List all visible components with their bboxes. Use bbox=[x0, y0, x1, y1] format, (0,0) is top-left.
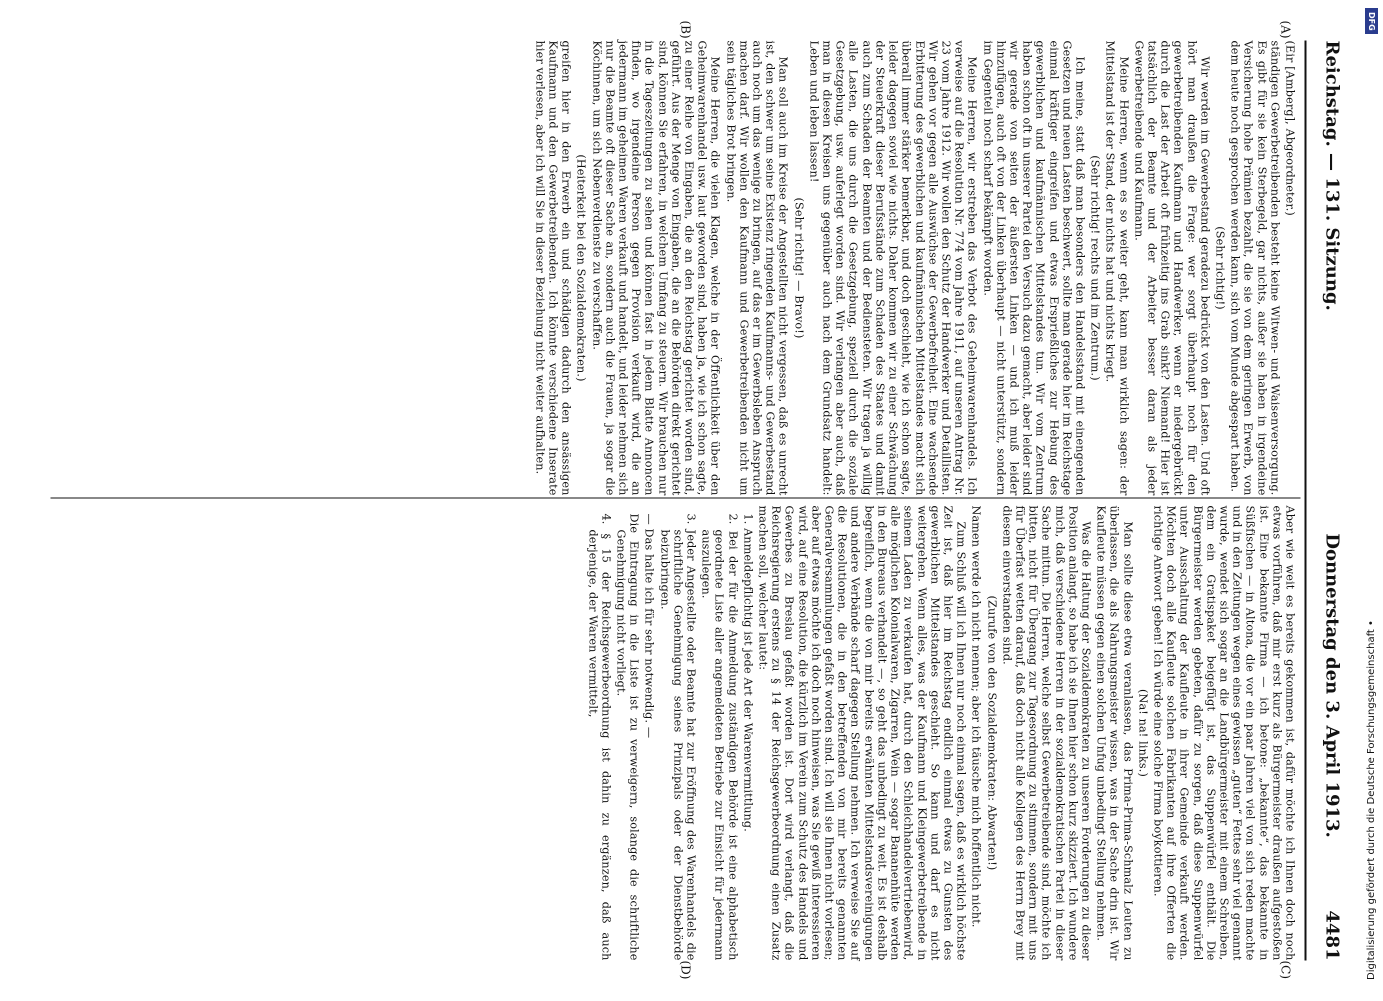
paragraph: greifen hier in den Erwerb ein und schädigen dadurch den ansässigen Kaufmann und den Gewerbetreibenden. Ich könnte verschiedene Inserate hier verlesen, aber ich will Sie in dieser Beziehung nicht weiter aufhalten. bbox=[533, 40, 573, 496]
numbered-list bbox=[586, 506, 754, 961]
interjection: (Heiterkeit bei den Sozialdemokraten.) bbox=[574, 154, 588, 382]
column-divider bbox=[51, 498, 1301, 499]
list-item: 1. Anmeldepflichtig ist jede Art der Warenvermittlung. bbox=[741, 513, 755, 832]
paragraph: Zum Schluß will ich Ihnen nur noch einmal sagen, daß es wirklich höchste Zeit ist, daß hier im Reichstag endlich einmal etwas zu Gunsten des gewerblichen Mittelstandes geschieht. So kann und darf es nicht weitergehen. Wenn alles, was der Kaufmann und Kleingewerbetreibende in seinem Laden zu verkaufen hat, durch den Schleichhandelvertriebenwird, alle möglichen Kolonialwaren, Zigarren, Wein — sogar Bananenhüte werden in den Bureaus verhandelt —, so geht das unbedingt zu weit. Es ist deshalb begreiflich, wenn die von mir bereits erwähnten Mittelstandsvereinigungen und andere Verbände scharf dagegen Stellung nehmen. Ich verweise Sie auf die Resolutionen, die in den betreffenden von mir bereits genannten Generalversammlungen gefaßt worden sind. Ich will sie Ihnen nicht vorlesen; aber auf etwas möchte ich doch noch hinweisen, was Sie gewiß interessieren wird, auf eine Resolution, die kürzlich im Verein zum Schutz des Handels und Gewerbes zu Breslau gefaßt worden ist. Dort wird verlangt, daß die Reichsregierung erstens zu § 14 der Reichsgewerbeordnung einen Zusatz machen soll, welcher lautet: bbox=[756, 505, 968, 961]
paragraph: Meine Herren, wenn es so weiter geht, kann man wirklich sagen: der Mittelstand ist der Stand, der nichts hat und nichts kriegt. bbox=[1103, 40, 1131, 496]
paragraph: Ich meine, statt daß man besonders den Handelsstand mit einengenden Gesetzen und neuen Lasten beschwert, sollte man gerade hier im Reichstage einmal kräftiger eingreifen und etwas Ersprießliches zur Hebung des gewerblichen und kaufmännischen Mittelstandes tun. Wir vom Zentrum haben schon oft in unserer Partei den Versuch dazu gemacht, aber leider sind wir gerade von seiten der äußersten Linken — und ich muß leider hinzufügen, auch oft von der Linken überhaupt — nicht unterstützt, sondern im Gegenteil noch scharf bekämpft worden. bbox=[981, 40, 1087, 496]
interjection: (Zurufe von den Sozialdemokraten: Abwarten!) bbox=[985, 595, 999, 871]
header-right-date bbox=[1322, 533, 1343, 960]
margin-marker-c: (C) bbox=[1278, 960, 1293, 980]
header-rule bbox=[1305, 41, 1307, 961]
document-page bbox=[0, 1, 1383, 1001]
dfg-logo: DFG bbox=[1365, 8, 1378, 34]
paragraph: Meine Herren, die vielen Klagen, welche in der Öffentlichkeit über den Geheimwarenhandel usw. laut geworden sind, haben ja, wie ich schon sagte, zu einer Reihe von Eingaben, die an den Reichstag gerichtet worden sind, geführt. Aus der Menge von Eingaben, die an die Behörden direkt gerichtet sind, können Sie erfahren, in welchem Umfang zu steuern. Wir brauchen nur in die Tageszeitungen zu sehen und können fast in jedem Blatte Annoncen finden, wo irgendeine Person gegen Provision verkauft wird, die an jedermann im geheimen Waren verkauft und handelt, und leider nehmen sich nur die Beamte oft dieser Sache an, sondern auch die Frauen, ja sogar die Köchinnen, um sich Nebenverdienste zu verschaffen. bbox=[590, 40, 722, 496]
paragraph: Aber wie weit es bereits gekommen ist, dafür möchte ich Ihnen doch noch etwas vorführen, daß mir erst kurz als Bürgermeister draußen aufgestoßen ist. Eine bekannte Firma — ich betone: „bekannte“, das bekannte in Süßfischen — in Altona, die vor ein paar Jahren viel von sich reden machte und in den Zeitungen wegen eines gewissen „guten“ Fettes sehr viel genannt wurde, wendet sich sogar an die Landbürgermeister mit einem Schreiben, dem ein Gratispaket beigefügt ist, das Suppenwürfel enthält. Die Bürgermeister werden gebeten, dafür zu sorgen, daß diese Suppenwürfel unter Ausschaltung der Kaufleute in ihrer Gemeinde verkauft werden. Möchten doch alle Kaufleute solchen Fabrikanten auf ihre Offerten die richtige Antwort geben! Ich würde eine solche Firma boykottieren. bbox=[1151, 505, 1297, 961]
paragraph: Meine Herren, wir erstreben das Verbot des Geheimwarenhandels. Ich verweise auf die Resolution Nr. 774 vom Jahre 1911, auf unseren Antrag Nr. 23 vom Jahre 1912. Wir wollen den Schutz der Handwerker und Detaillisten. Wir gehen vor gegen alle Auswüchse der Gewerbefreiheit. Eine wachsende Erbitterung des gewerblichen und kaufmännischen Mittelstandes macht sich überall immer stärker bemerkbar, und doch geschieht, wie ich schon sagte, leider dagegen soviel wie nichts. Daher kommen wir zu einer Schwächung der Steuerkraft dieser Berufsstände zum Schaden des Staates und damit auch zum Schaden der Beamten und der Bediensteten. Wir tragen ja willig alle Lasten, die uns durch die Gesetzgebung, speziell durch die soziale Gesetzgebung, usw. auferlegt worden sind. Wir verlangen aber auch, daß man in diesen Kreisen uns gegenüber auch nach dem Grundsatz handelt: Leben und leben lassen! bbox=[807, 40, 979, 496]
paragraph: — Das halte ich für sehr notwendig. — bbox=[642, 513, 656, 739]
list-item: 4. § 15 der Reichsgewerbeordnung ist dahin zu ergänzen, daß auch derjenige, der Waren vermittelt, bbox=[586, 513, 613, 961]
list-item: 3. Jeder Angestellte oder Beamte hat zur Eröffnung des Warenhandels die schriftliche Genehmigung seines Prinzipals oder der Dienstbehörde beizubringen. bbox=[658, 513, 698, 961]
page-header bbox=[1315, 41, 1343, 961]
right-text-column bbox=[57, 506, 1297, 961]
paragraph: Namen werde ich nicht nennen; aber ich täusche mich hoffentlich nicht. bbox=[969, 505, 983, 928]
interjection: (Sehr richtig! — Bravo!) bbox=[792, 197, 806, 339]
interjection: (Na! na! links.) bbox=[1136, 688, 1150, 777]
list-item: Die Eintragung in die Liste ist zu verweigern, solange die schriftliche Genehmigung nicht vorliegt. bbox=[614, 513, 641, 961]
header-date: Donnerstag den 3. April 1913. bbox=[1321, 533, 1343, 838]
paragraph: Wir werden im Gewerbestand geradezu bedrückt von den Lasten. Und oft hört man draußen die Frage: wer sorgt überhaupt noch für den gewerbetreibenden Kaufmann und Handwerker, wenn er niedergebrückt durch die Last der Arbeit oft frühzeitig ins Grab sinkt? Niemand! Hier ist tatsächlich der Beamte und der Arbeiter besser daran als jeder Gewerbetreibende und Kaufmann. bbox=[1132, 40, 1212, 496]
left-text-column bbox=[57, 41, 1297, 496]
header-left-title: Reichstag. — 131. Sitzung. bbox=[1321, 40, 1343, 311]
digitization-sidenote bbox=[1365, 0, 1379, 1000]
digitization-credit: Digitalisierung gefördert durch die Deutsche Forschungsgemeinschaft • bbox=[1366, 620, 1377, 980]
interjection: (Sehr richtig! rechts und im Zentrum.) bbox=[1088, 155, 1102, 381]
page-number: 4481 bbox=[1321, 910, 1343, 961]
margin-marker-b: (B) bbox=[678, 20, 693, 39]
margin-marker-d: (D) bbox=[678, 960, 693, 980]
paragraph: Man soll auch im Kreise der Angestellten nicht vergessen, daß es unrecht ist, den schwer um seine Existenz ringenden Kaufmanns- und Gewerbestand auch noch um das wenige zu bringen, auf das er im Gewerbsleben Anspruch machen darf. Wir wollen den Kaufmann und Gewerbetreibenden nicht um sein tägliches Brot bringen. bbox=[724, 40, 790, 496]
margin-marker-a: (A) bbox=[1278, 20, 1293, 39]
paragraph: (Eir [Amberg], Abgeordneter.) bbox=[1283, 40, 1297, 216]
paragraph: Was die Haltung der Sozialdemokraten zu unseren Forderungen zu dieser Position anlangt, so habe ich sie Ihnen hier schon kurz skizziert. Ich wundere mich, daß verschiedene Herren in der sozialdemokratischen Partei in dieser Sache mittun. Die Herren, welche selbst Gewerbetreibende sind, möchte ich bitten, nicht für Übergang zur Tagesordnung zu stimmen, sondern mit uns für Überfast wetten darauf, daß doch nicht alle Kollegen des Herrn Brey mit diesem einverstanden sind. bbox=[1000, 505, 1093, 961]
list-item: 2. Bei der für die Anmeldung zuständigen Behörde ist eine alphabetisch geordnete Liste aller angemeldeten Betriebe zur Einsicht für jedermann auszulegen. bbox=[699, 513, 740, 961]
paragraph: Man sollte diese etwa veranlassen, das Prima-Prima-Schmalz Leuten zu überlassen, die als Nahrungsmeister wissen, was in der Sache drin ist. Wir Kaufleute müssen gegen einen solchen Unfug unbedingt Stellung nehmen. bbox=[1094, 505, 1135, 961]
interjection: (Sehr richtig!) bbox=[1213, 226, 1227, 310]
paragraph: ständigen Gewerbetreibenden besteht keine Witwen- und Waisenversorgung. Es gibt für sie kein Sterbegeld, gar nichts, außer sie haben in irgendeine Versicherung hohe Prämien bezahlt, die sie von dem geringen Erwerb, von dem heute noch gesprochen werden kann, sich vom Munde abgespart haben. bbox=[1228, 40, 1282, 496]
